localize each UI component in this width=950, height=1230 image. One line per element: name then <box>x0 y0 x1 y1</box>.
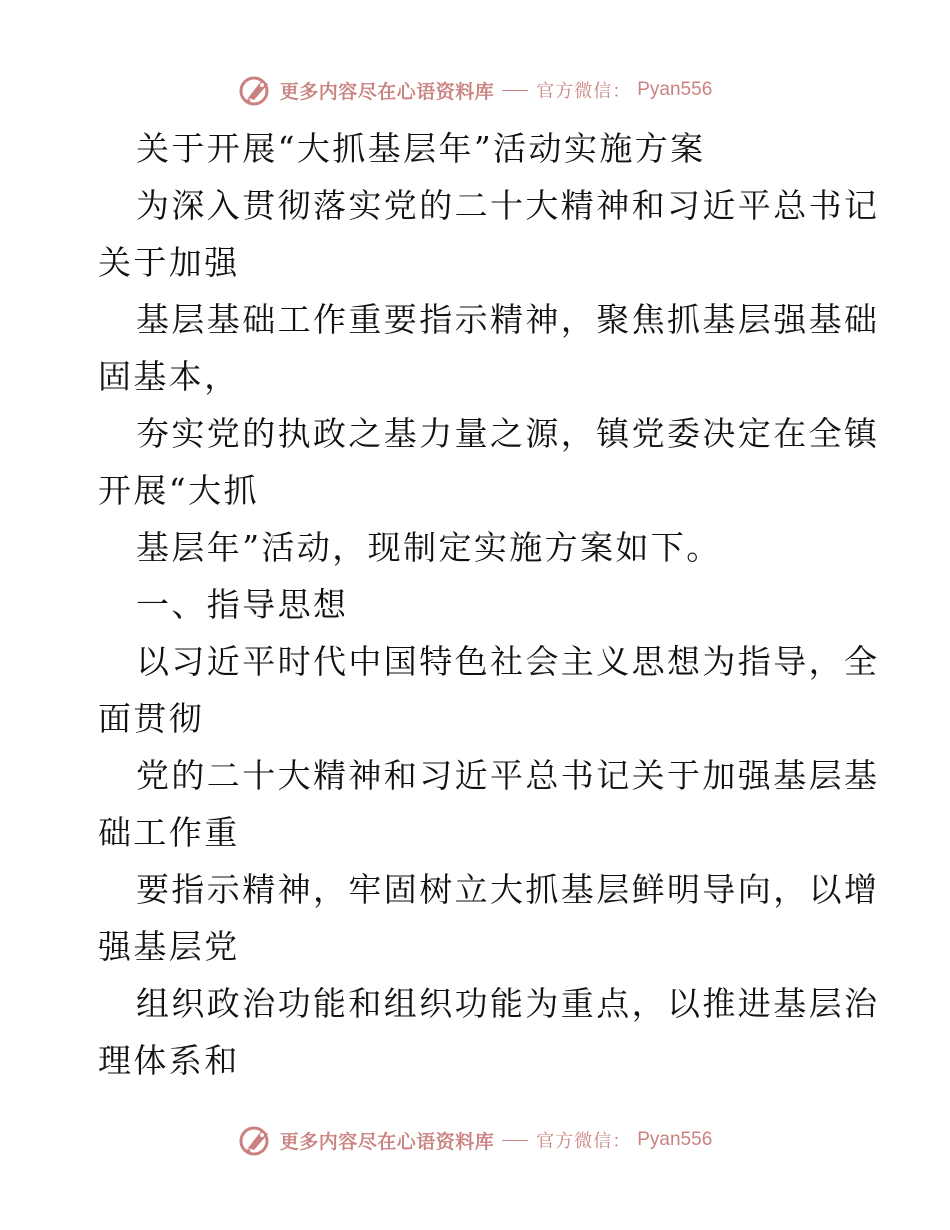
document-line: 基层年”活动，现制定实施方案如下。 <box>136 528 722 567</box>
document-line: 组织政治功能和组织功能为重点，以推进基层治 <box>136 984 880 1023</box>
document-line: 夯实党的执政之基力量之源，镇党委决定在全镇 <box>136 414 880 453</box>
document-line: 强基层党 <box>98 927 240 966</box>
banner-wechat-label: 官方微信： <box>536 81 632 102</box>
document-line: 础工作重 <box>98 813 240 852</box>
banner-dash <box>502 90 528 91</box>
document-line: 一、指导思想 <box>136 585 349 624</box>
document-line: 关于加强 <box>98 243 240 282</box>
header-watermark-banner <box>0 70 950 110</box>
document-line: 关于开展“大抓基层年”活动实施方案 <box>136 129 706 168</box>
document-line: 固基本， <box>98 357 240 396</box>
document-line: 要指示精神，牢固树立大抓基层鲜明导向，以增 <box>136 870 880 909</box>
footer-watermark-banner <box>0 1120 950 1160</box>
document-line: 为深入贯彻落实党的二十大精神和习近平总书记 <box>136 186 880 225</box>
banner-site-text: 更多内容尽在心语资料库 <box>279 80 495 103</box>
banner-site-text: 更多内容尽在心语资料库 <box>279 1130 495 1153</box>
pen-nib-circle-icon <box>238 1122 274 1158</box>
document-line: 基层基础工作重要指示精神，聚焦抓基层强基础 <box>136 300 880 339</box>
document-line: 以习近平时代中国特色社会主义思想为指导，全 <box>136 642 880 681</box>
banner-dash <box>502 1140 528 1141</box>
document-line: 开展“大抓 <box>98 471 259 510</box>
banner-wechat-handle: Pyan556 <box>637 1129 713 1150</box>
document-body <box>98 120 880 1089</box>
document-line: 理体系和 <box>98 1041 240 1080</box>
document-line: 面贯彻 <box>98 699 205 738</box>
banner-wechat-handle: Pyan556 <box>637 79 713 100</box>
document-line: 党的二十大精神和习近平总书记关于加强基层基 <box>136 756 880 795</box>
pen-nib-circle-icon <box>238 72 274 108</box>
banner-wechat-label: 官方微信： <box>536 1131 632 1152</box>
